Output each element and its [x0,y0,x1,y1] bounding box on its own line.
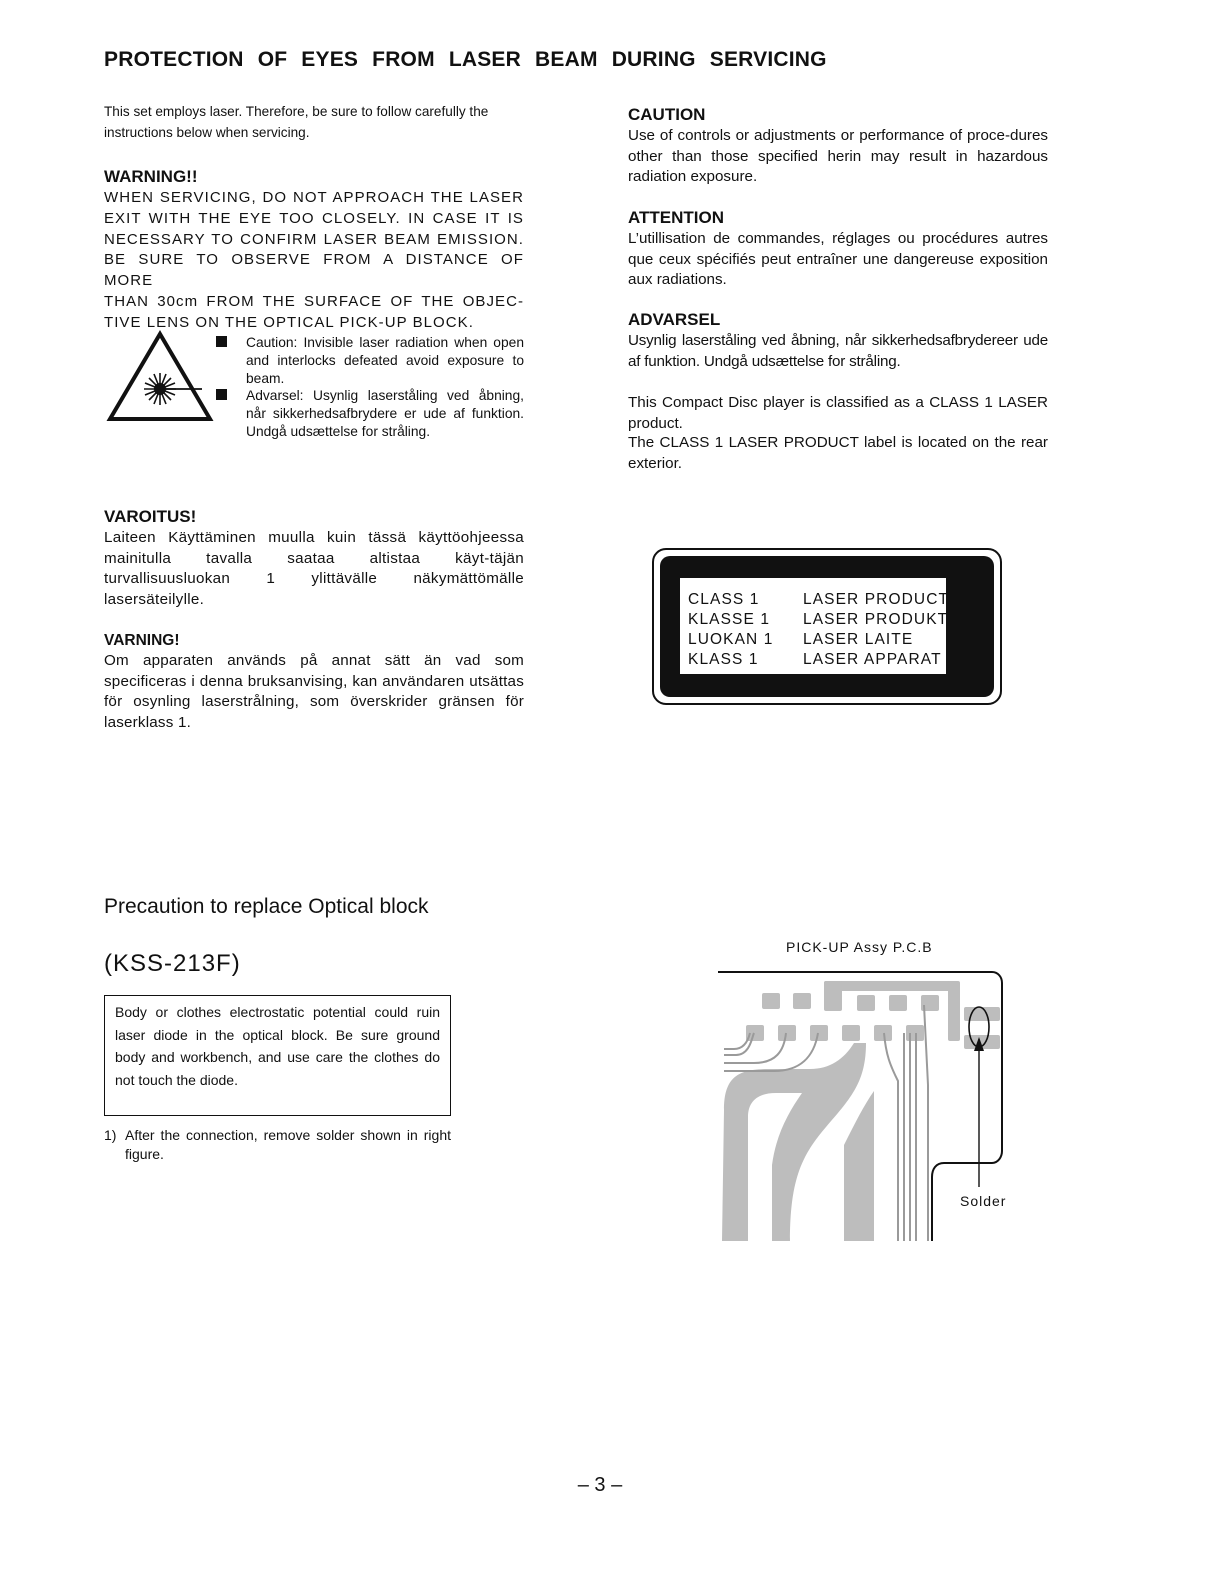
label-class: KLASS 1 [688,651,759,668]
precaution-heading: Precaution to replace Optical block [104,895,429,918]
laser-hazard-icon [106,330,214,422]
class-text: This Compact Disc player is classified as a CLASS 1 LASER product. [628,394,1048,432]
warning-line: WHEN SERVICING, DO NOT APPROACH THE LASER [104,189,524,206]
pickup-pcb-diagram [714,965,1014,1245]
varoitus-heading: VAROITUS! [104,507,197,526]
step-text: After the connection, remove solder shown in right figure. [125,1127,451,1162]
label-class: KLASSE 1 [688,611,771,628]
label-product: LASER LAITE [803,631,914,648]
intro-text: This set employs laser. Therefore, be sure to follow carefully the instructions below when servicing. [104,104,489,140]
caution-bullet-text: Caution: Invisible laser radiation when open and interlocks defeated avoid exposure to beam. [246,335,524,386]
warning-line: BE SURE TO OBSERVE FROM A DISTANCE OF MORE [104,251,524,290]
caution-heading: CAUTION [628,105,706,124]
warning-line: EXIT WITH THE EYE TOO CLOSELY. IN CASE IT IS [104,209,524,227]
attention-text: L’utillisation de commandes, réglages ou procédures autres que ceux spécifiés peut entraîner une dangereuse exposition aux radiations. [628,230,1048,289]
label-class: LUOKAN 1 [688,631,774,648]
advarsel-bullet-text: Advarsel: Usynlig laserståling ved åbning, når sikkerhedsafbrydere er ude af funktion. Undgå udsættelse for stråling. [246,388,524,439]
advarsel-heading: ADVARSEL [628,310,721,329]
figure-title: PICK-UP Assy P.C.B [786,939,933,955]
bullet-square-icon [216,389,227,400]
varning-text: Om apparaten används på annat sätt än vad som specificeras i denna bruksanvising, kan användaren utsättas för osynling laserstrålning, som överskrider gränsen för laserklass 1. [104,652,524,731]
warning-line: NECESSARY TO CONFIRM LASER BEAM EMISSION. [104,230,524,248]
varoitus-text: Laiteen Käyttäminen muulla kuin tässä käyttöohjeessa mainitulla tavalla saataa altistaa käyt-täjän turvallisuusluokan 1 ylittävälle näkymättömälle lasersäteilylle. [104,529,524,608]
label-product: LASER PRODUKT [803,611,949,628]
label-class: CLASS 1 [688,591,760,608]
bullet-square-icon [216,336,227,347]
step-number: 1) [104,1127,117,1143]
label-product: LASER APPARAT [803,651,942,668]
warning-line: TIVE LENS ON THE OPTICAL PICK-UP BLOCK. [104,313,474,331]
warning-text [104,188,524,334]
laser-product-label [652,548,1002,705]
warning-line: THAN 30cm FROM THE SURFACE OF THE OBJEC- [104,292,524,310]
electrostatic-warning-text: Body or clothes electrostatic potential could ruin laser diode in the optical block. Be sure ground body and workbench, and use care the clothes do not touch the diode. [115,1004,440,1088]
advarsel-text: Usynlig laserståling ved åbning, når sikkerhedsafbrydereer ude af funktion. Undgå udsættelse for stråling. [628,332,1048,370]
electrostatic-warning-box [104,995,451,1116]
warning-heading: WARNING!! [104,167,198,186]
page-title: PROTECTION OF EYES FROM LASER BEAM DURING SERVICING [104,48,827,71]
varning-heading: VARNING! [104,632,180,649]
pcb-traces [722,981,1000,1241]
label-location-text: The CLASS 1 LASER PRODUCT label is located on the rear exterior. [628,434,1048,472]
page-number: – 3 – [577,1474,623,1496]
model-number: (KSS-213F) [104,950,241,977]
label-product: LASER PRODUCT [803,591,950,608]
solder-label: Solder [960,1193,1007,1209]
caution-text: Use of controls or adjustments or performance of proce-dures other than those specified herin may result in hazardous radiation exposure. [628,127,1048,186]
attention-heading: ATTENTION [628,208,725,227]
